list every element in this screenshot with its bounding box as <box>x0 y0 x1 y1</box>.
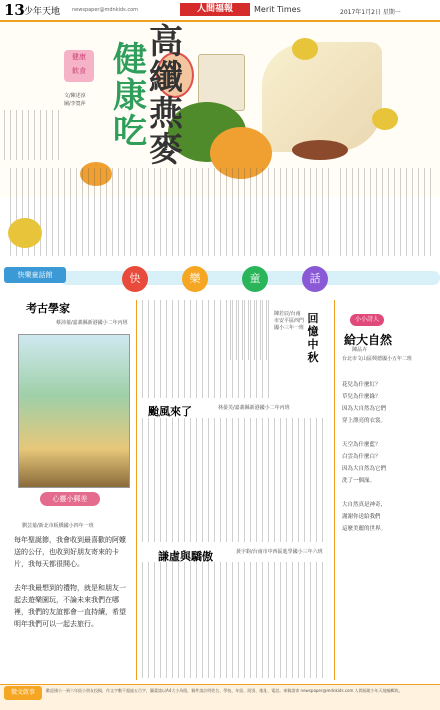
article-text-block <box>10 168 334 256</box>
poem-line: 白雲為什麼白？ <box>342 454 381 460</box>
section-dot-label: 話 <box>309 272 321 285</box>
category-top: 健康 <box>72 53 86 61</box>
sweet-potato-illustration <box>292 140 348 160</box>
masthead-english: Merit Times <box>254 5 301 14</box>
poem-line: 這麼美麗的世界。 <box>342 526 387 532</box>
footer-text: 歡迎國小一到六年級小朋友投稿，作文字數不超過五百字，圖畫請以A4大小為限，稿件請註明姓名、學校、年級、班別、地址、電話。來稿請寄 newspaper@mdnkids.com 人間福報少年天地編輯收。 <box>46 688 403 693</box>
poem-line: 謝謝你送給我們 <box>342 514 381 520</box>
article-author: 蔡沛蓁/嘉義縣新港國小二年丙班 <box>56 320 128 326</box>
article-text-block <box>4 110 62 160</box>
letter-paragraph: 每年聖誕節，我會收到最喜歡的阿嬤送的公仔，也收到好朋友寄來的卡片，我每天都很開心。 <box>14 536 126 568</box>
poem-line: 草兒為什麼綠？ <box>342 394 381 400</box>
section-tag: 快樂童話館 <box>4 267 66 283</box>
title-char: 吃 <box>113 112 147 152</box>
article-text-block <box>340 168 436 256</box>
letter-paragraph: 去年我最想到的禮物，就是和朋友一起去遊樂園玩，不論未來我們在哪裡，我們的友誼都會一直持續，希望明年我們可以一起去旅行。 <box>14 584 126 628</box>
masthead-logo: 人間福報 <box>180 3 250 16</box>
article-author: 黃宇鈞/台南市中西區進學國小三年六班 <box>236 549 323 555</box>
letter-author: 劉芸蓁/新北市板橋國小四年一班 <box>22 523 94 529</box>
headline-char: 高 <box>149 22 183 62</box>
section-dot <box>242 266 268 292</box>
category-bottom: 飲食 <box>72 67 86 75</box>
section-title: 少年天地 <box>24 7 61 17</box>
poem-line: 洗了一個澡。 <box>342 478 376 484</box>
section-dot-label: 樂 <box>189 272 201 285</box>
article-heading: 回憶中秋 <box>307 312 319 364</box>
section-dot <box>122 266 148 292</box>
section-dot <box>182 266 208 292</box>
bird-illustration <box>292 38 318 60</box>
bird-illustration <box>372 108 398 130</box>
article-text-block <box>142 562 328 678</box>
heart-mailbox-badge: 心靈小郵差 <box>40 492 100 506</box>
poem-author: 陳品卉 <box>352 347 368 353</box>
wheat-illustration <box>262 42 382 152</box>
poem-line: 花兒為什麼紅？ <box>342 382 381 388</box>
poem-line: 大自然真是神奇， <box>342 502 387 508</box>
submission-badge: 徵文啟事 <box>4 686 42 700</box>
article-author: 陳若辰/台南市安平區西門國小三年一班 <box>274 311 305 331</box>
credit-text: 文/陳述淳 <box>64 93 86 99</box>
poem-line: 天空為什麼藍？ <box>342 442 381 448</box>
title-char: 康 <box>113 76 147 116</box>
poem-title: 給大自然 <box>344 333 393 347</box>
poem-line: 因為大自然為它們 <box>342 466 387 472</box>
headline-char: 燕 <box>149 94 183 134</box>
feature-headline <box>146 24 186 168</box>
bird-illustration <box>8 218 42 248</box>
child-painting <box>18 334 130 488</box>
credit-art: 圖/李寬萍 <box>64 101 86 107</box>
column-divider <box>334 300 335 680</box>
section-dot <box>302 266 328 292</box>
section-dot-label: 童 <box>249 272 261 285</box>
headline-char: 麥 <box>149 130 183 170</box>
headline-char: 纖 <box>149 58 183 98</box>
page-number: 13 <box>4 1 25 19</box>
poem-line: 穿上漂亮的衣裳。 <box>342 418 387 424</box>
feature-title <box>110 42 150 150</box>
issue-date: 2017年1月2日 星期一 <box>340 9 401 16</box>
article-heading: 颱風來了 <box>148 405 192 418</box>
poem-school: 台北市文山區興德國小五年二班 <box>342 356 413 362</box>
poem-line: 因為大自然為它們 <box>342 406 387 412</box>
header-url: newspaper@mdnkids.com <box>72 7 139 13</box>
article-text-block <box>230 300 270 360</box>
column-divider <box>136 300 137 680</box>
article-heading: 考古學家 <box>26 302 70 315</box>
article-heading: 謙虛與驕傲 <box>158 550 213 563</box>
title-char: 健 <box>113 40 147 80</box>
article-author: 林晏芙/嘉義縣新港國小二年丙班 <box>218 405 290 411</box>
article-text-block <box>142 418 328 542</box>
poet-badge: 小小詩人 <box>350 314 384 326</box>
section-dot-label: 快 <box>129 272 141 285</box>
